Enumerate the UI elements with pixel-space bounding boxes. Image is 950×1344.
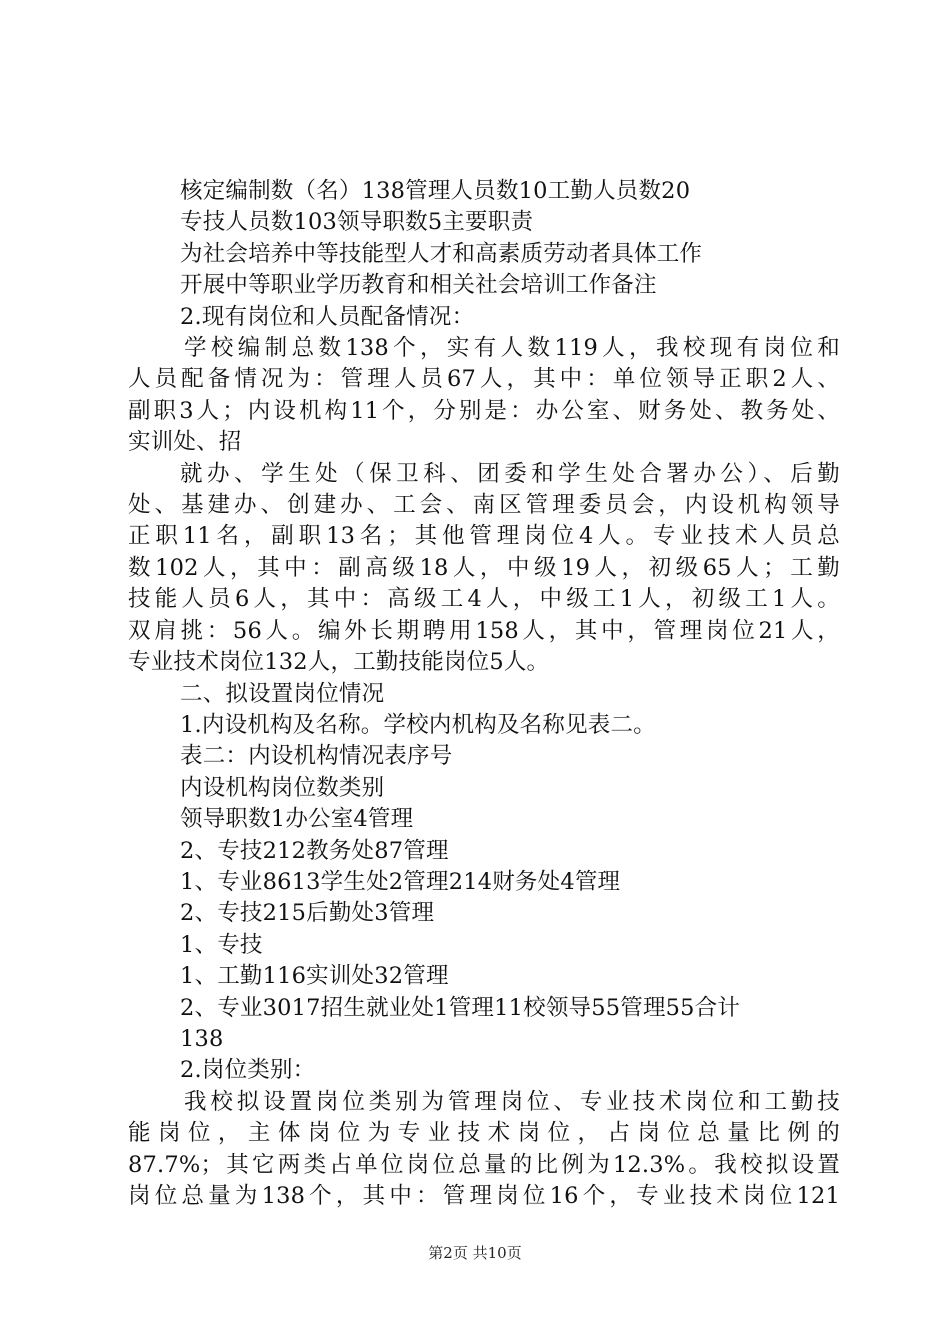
- text-line: 技能人员6人，其中：高级工4人，中级工1人，初级工1人。: [128, 586, 840, 613]
- table-text-line: 138: [180, 1025, 224, 1052]
- table-text-line: 领导职数1办公室4管理: [180, 806, 414, 833]
- section-heading: 2.岗位类别：: [180, 1057, 316, 1084]
- table-text-line: 2、专技215后勤处3管理: [180, 900, 435, 927]
- text-line: 为社会培养中等技能型人才和高素质劳动者具体工作: [180, 240, 703, 267]
- table-text-line: 内设机构岗位数类别: [180, 774, 385, 801]
- text-line: 学校编制总数138个，实有人数119人，我校现有岗位和: [184, 335, 840, 362]
- text-line: 正职11名，副职13名；其他管理岗位4人。专业技术人员总: [128, 523, 840, 550]
- text-line: 副职3人；内设机构11个，分别是：办公室、财务处、教务处、: [128, 397, 840, 424]
- text-line: 1.内设机构及名称。学校内机构及名称见表二。: [180, 711, 656, 738]
- section-heading: 二、拟设置岗位情况: [180, 680, 385, 707]
- text-line: 岗位总量为138个，其中：管理岗位16个，专业技术岗位121: [128, 1183, 840, 1209]
- text-line: 数102人，其中：副高级18人，中级19人，初级65人；工勤: [128, 554, 840, 581]
- table-text-line: 1、专技: [180, 931, 263, 958]
- text-line: 双肩挑：56人。编外长期聘用158人，其中，管理岗位21人，: [128, 617, 840, 644]
- table-caption: 表二：内设机构情况表序号: [180, 743, 453, 770]
- text-line: 我校拟设置岗位类别为管理岗位、专业技术岗位和工勤技: [184, 1088, 840, 1115]
- text-line: 核定编制数（名）138管理人员数10工勤人员数20: [180, 178, 691, 204]
- table-text-line: 1、专业8613学生处2管理214财务处4管理: [180, 868, 621, 895]
- text-line: 开展中等职业学历教育和相关社会培训工作备注: [180, 272, 657, 299]
- text-line: 专技人员数103领导职数5主要职责: [180, 209, 534, 236]
- text-line: 87.7%；其它两类占单位岗位总量的比例为12.3%。我校拟设置: [128, 1151, 840, 1178]
- text-line: 专业技术岗位132人，工勤技能岗位5人。: [128, 649, 550, 676]
- page-number-footer: 第2页 共10页: [428, 1244, 522, 1262]
- text-line: 人员配备情况为：管理人员67人，其中：单位领导正职2人、: [128, 366, 840, 393]
- table-text-line: 2、专业3017招生就业处1管理11校领导55管理55合计: [180, 994, 741, 1021]
- document-body: [128, 176, 840, 1212]
- text-line: 实训处、招: [128, 429, 242, 456]
- text-line: 处、基建办、创建办、工会、南区管理委员会，内设机构领导: [128, 492, 840, 519]
- section-heading: 2.现有岗位和人员配备情况：: [180, 303, 475, 330]
- table-text-line: 2、专技212教务处87管理: [180, 837, 449, 864]
- text-line: 能岗位，主体岗位为专业技术岗位，占岗位总量比例的: [128, 1120, 840, 1147]
- table-text-line: 1、工勤116实训处32管理: [180, 963, 449, 990]
- text-line: 就办、学生处（保卫科、团委和学生处合署办公）、后勤: [180, 460, 840, 487]
